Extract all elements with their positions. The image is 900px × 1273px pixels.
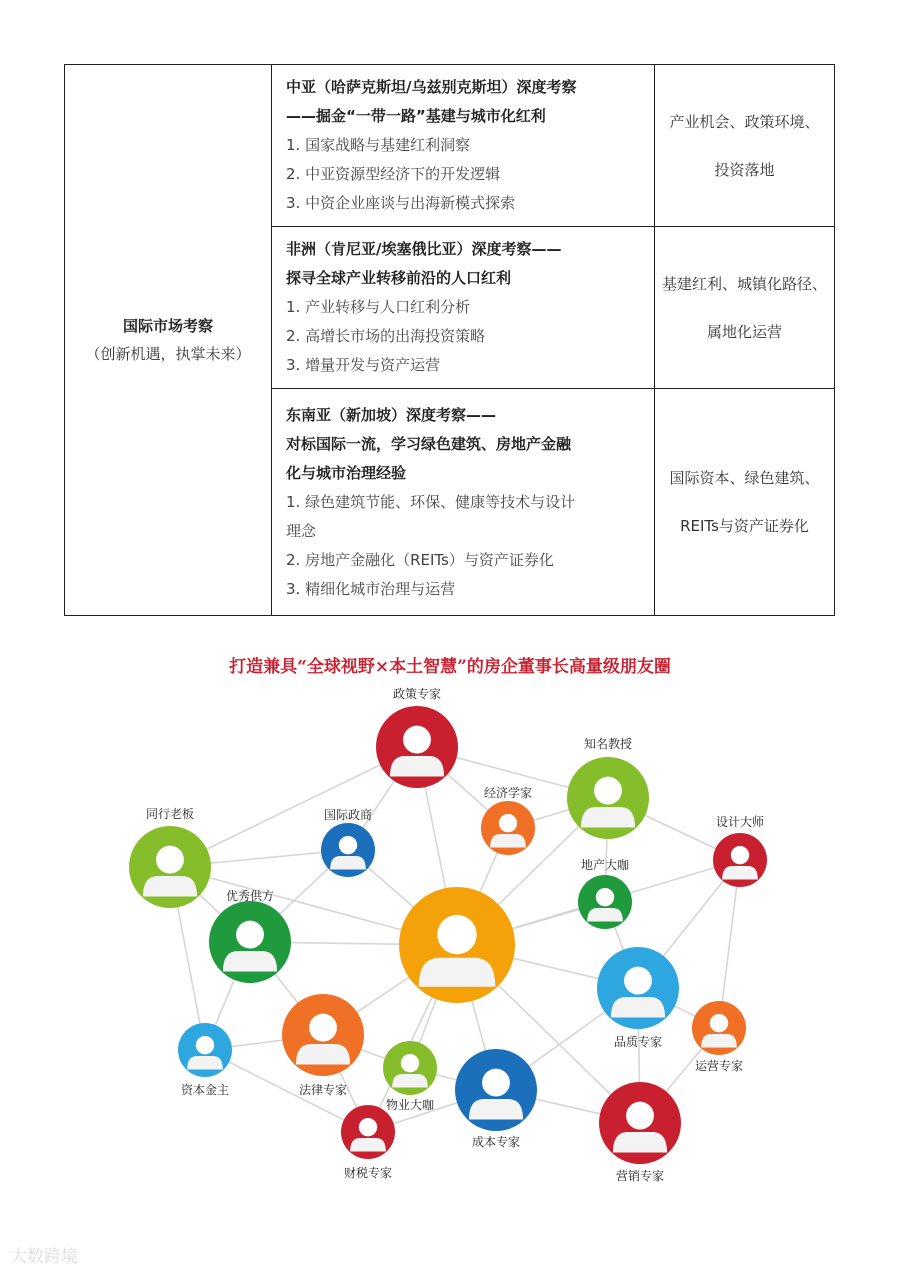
network-title: 打造兼具“全球视野×本土智慧”的房企董事长高量级朋友圈 (229, 657, 671, 677)
topic-title: 东南亚（新加坡）深度考察—— (286, 405, 497, 424)
network-edge (170, 747, 417, 867)
person-node-wuye (383, 1041, 437, 1112)
person-node-guoji (321, 807, 375, 877)
person-node-dichan (578, 857, 632, 929)
keywords-line: 属地化运营 (706, 322, 782, 341)
node-label: 成本专家 (471, 1135, 521, 1149)
keywords-line: 产业机会、政策环境、 (669, 112, 820, 131)
node-label: 品质专家 (613, 1035, 663, 1049)
node-label: 资本金主 (180, 1083, 230, 1097)
course-table (64, 64, 835, 616)
node-label: 财税专家 (343, 1166, 393, 1180)
keywords-line: 投资落地 (714, 160, 775, 179)
topic-title: 中亚（哈萨克斯坦/乌兹别克斯坦）深度考察 (286, 78, 577, 96)
topic-title: 非洲（肯尼亚/埃塞俄比亚）深度考察—— (286, 240, 562, 258)
network-diagram (0, 680, 900, 1200)
person-node-falv (282, 994, 364, 1097)
person-node-zhiming (567, 736, 649, 839)
topic-item: 3. 精细化城市治理与运营 (286, 579, 456, 598)
keywords-line: 国际资本、绿色建筑、 (669, 469, 820, 487)
topic-title: 化与城市治理经验 (286, 463, 407, 482)
topic-title: ——掘金“一带一路”基建与城市化红利 (286, 107, 546, 125)
person-node-chengben (455, 1049, 537, 1149)
center-person-node (399, 887, 515, 1003)
topic-item: 2. 中亚资源型经济下的开发逻辑 (286, 165, 501, 183)
node-label: 政策专家 (392, 687, 442, 701)
person-node-yunying (692, 1001, 746, 1073)
node-label: 国际政商 (323, 808, 373, 822)
node-label: 经济学家 (483, 786, 533, 800)
node-label: 法律专家 (298, 1083, 348, 1097)
topic-item: 1. 国家战略与基建红利洞察 (286, 136, 471, 154)
node-label: 知名教授 (583, 737, 633, 751)
node-label: 设计大师 (715, 815, 765, 829)
node-label: 营销专家 (615, 1169, 665, 1183)
topic-title: 对标国际一流，学习绿色建筑、房地产金融 (286, 434, 572, 453)
person-node-caishui (341, 1105, 395, 1180)
topic-cell-central-asia (272, 65, 655, 227)
topic-item: 1. 绿色建筑节能、环保、健康等技术与设计 (286, 492, 576, 511)
topic-title: 探寻全球产业转移前沿的人口红利 (286, 269, 512, 287)
person-node-ziben (178, 1023, 232, 1097)
topic-item: 理念 (286, 521, 317, 540)
category-subtitle: （创新机遇，执掌未来） (85, 345, 251, 363)
topic-cell-africa (272, 227, 655, 389)
node-label: 物业大咖 (385, 1098, 435, 1112)
person-node-zhengce (376, 686, 458, 788)
topic-item: 3. 中资企业座谈与出海新模式探索 (286, 194, 516, 212)
category-cell (65, 65, 272, 616)
watermark-text: 大数跨境 (10, 1247, 78, 1267)
node-label: 优秀供方 (225, 889, 275, 903)
node-label: 运营专家 (694, 1059, 744, 1073)
keywords-cell (655, 227, 835, 389)
network-nodes (129, 686, 767, 1183)
topic-cell-southeast-asia (272, 389, 655, 616)
category-title: 国际市场考察 (122, 317, 213, 335)
node-label: 地产大咖 (580, 858, 630, 872)
keywords-cell (655, 389, 835, 616)
person-node-sheji (713, 814, 767, 887)
keywords-line: 基建红利、城镇化路径、 (661, 274, 827, 293)
topic-item: 3. 增量开发与资产运营 (286, 356, 441, 374)
person-node-yingxiao (599, 1082, 681, 1183)
node-label: 同行老板 (145, 807, 195, 821)
person-node-jingji (481, 785, 535, 855)
keywords-line: REITs与资产证券化 (680, 517, 809, 535)
person-node-youxiu (209, 888, 291, 983)
topic-item: 2. 房地产金融化（REITs）与资产证券化 (286, 550, 554, 569)
topic-item: 2. 高增长市场的出海投资策略 (286, 327, 486, 345)
topic-item: 1. 产业转移与人口红利分析 (286, 298, 471, 316)
person-node-tonghang (129, 806, 211, 908)
keywords-cell (655, 65, 835, 227)
